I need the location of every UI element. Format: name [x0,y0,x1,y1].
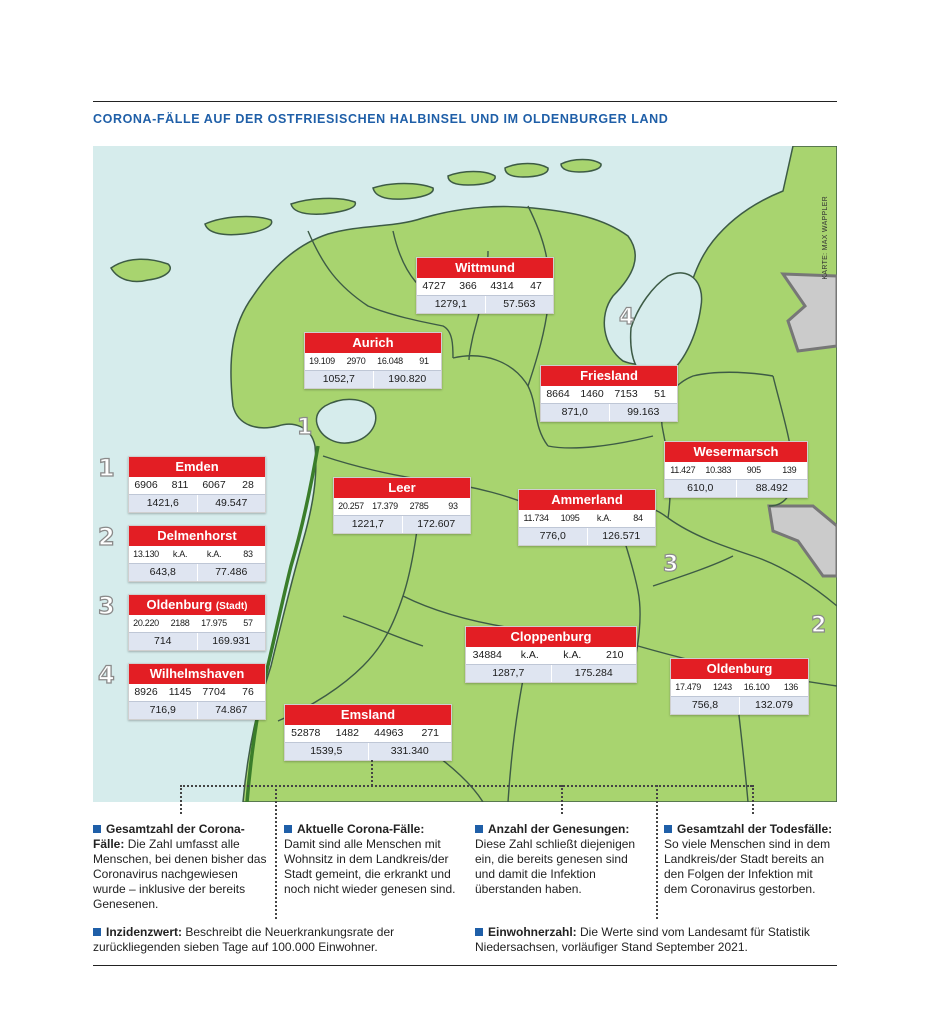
deaths: 271 [421,727,440,739]
region-box-aurich [304,332,442,389]
deaths: 47 [530,280,542,292]
city-number-4: 4 [98,661,115,689]
city-name: Delmenhorst [129,526,265,546]
region-name: Friesland [541,366,677,386]
deaths: 57 [243,618,253,628]
city-number-2: 2 [98,523,115,551]
recovered: 17.975 [201,618,227,628]
leader-deaths [656,785,658,919]
incidence: 1221,7 [334,516,403,533]
recovered: k.A. [596,513,612,523]
leader-total-up [371,760,373,786]
recovered: 44963 [374,727,404,739]
city-box-oldenburg-stadt [128,594,266,651]
active-cases: 2970 [346,356,366,366]
region-box-wesermarsch [664,441,808,498]
leader-total [180,785,182,814]
region-name: Oldenburg [671,659,808,679]
total-cases: 17.479 [675,682,701,692]
city-name: Wilhelmshaven [129,664,265,684]
total-cases: 34884 [472,649,502,661]
recovered: 7704 [202,686,226,698]
active-cases: 10.383 [705,465,732,475]
legend-bullet [93,825,101,833]
deaths: 139 [782,465,797,475]
deaths: 136 [783,682,798,692]
legend-deaths: Gesamtzahl der Todesfälle: So viele Menschen sind in dem Landkreis/der Stadt bereits an den Folgen der Infektion mit dem Coronavirus gestorben. [664,822,833,896]
total-cases: 20.257 [338,501,364,511]
deaths: 76 [242,686,254,698]
active-cases: 17.379 [372,501,398,511]
active-cases: k.A. [520,649,539,661]
population: 172.607 [417,518,456,530]
region-box-emsland [284,704,452,761]
population: 190.820 [388,373,427,385]
active-cases: 1482 [335,727,359,739]
recovered: 4314 [490,280,514,292]
population: 99.163 [627,406,660,418]
city-number-1: 1 [98,454,115,482]
deaths: 91 [419,356,429,366]
legend-population: Einwohnerzahl: Die Werte sind vom Landesamt für Statistik Niedersachsen, vorläufiger Stand September 2021. [475,925,810,954]
population: 331.340 [390,745,429,757]
leader-h [180,785,752,787]
recovered: 905 [746,465,761,475]
leader-deaths-2 [752,785,754,814]
incidence: 871,0 [541,404,610,421]
deaths: 51 [654,388,666,400]
incidence: 1421,6 [129,495,198,512]
population: 88.492 [755,482,788,494]
city-name: Oldenburg (Stadt) [129,595,265,615]
recovered: 2785 [409,501,429,511]
deaths: 93 [448,501,458,511]
incidence: 1287,7 [466,665,552,682]
active-cases: 811 [171,479,189,491]
active-cases: 1145 [168,686,192,698]
deaths: 210 [605,649,624,661]
incidence: 1279,1 [417,296,486,313]
population: 77.486 [215,566,248,578]
legend-bullet [475,825,483,833]
legend-active-cases: Aktuelle Corona-Fälle: Damit sind alle Menschen mit Wohnsitz in dem Landkreis/der Stadt gemeint, die erkrankt und noch nicht wieder genesen sind. [284,822,456,896]
active-cases: 1243 [712,682,732,692]
region-name: Leer [334,478,470,498]
region-name: Ammerland [519,490,655,510]
active-cases: 2188 [170,618,190,628]
total-cases: 6906 [134,479,158,491]
total-cases: 8664 [546,388,570,400]
region-box-leer [333,477,471,534]
total-cases: 13.130 [133,549,159,559]
region-box-friesland [540,365,678,422]
legend-recovered: Anzahl der Genesungen: Diese Zahl schließt diejenigen ein, die bereits genesen sind und damit die Infektion überstanden haben. [475,822,636,896]
region-box-cloppenburg [465,626,637,683]
incidence: 776,0 [519,528,588,545]
recovered: k.A. [206,549,222,559]
legend-bullet [475,928,483,936]
legend-bullet [664,825,672,833]
incidence: 716,9 [129,702,198,719]
incidence: 756,8 [671,697,740,714]
active-cases: 1460 [580,388,604,400]
region-name: Aurich [305,333,441,353]
incidence: 643,8 [129,564,198,581]
population: 169.931 [212,635,251,647]
population: 57.563 [503,298,536,310]
city-box-delmenhorst [128,525,266,582]
map-title: CORONA-FÄLLE AUF DER OSTFRIESISCHEN HALBINSEL UND IM OLDENBURGER LAND [93,112,669,126]
legend-bullet [93,928,101,936]
population: 175.284 [574,667,613,679]
legend-bullet [284,825,292,833]
total-cases: 11.427 [670,465,696,475]
incidence: 610,0 [665,480,737,497]
city-box-wilhelmshaven [128,663,266,720]
map-credit: KARTE: MAX WAPPLER [822,196,829,280]
population: 132.079 [755,699,793,711]
total-cases: 11.734 [523,513,549,523]
region-name: Wittmund [417,258,553,278]
map-marker-2: 2 [811,613,827,638]
recovered: 16.048 [377,356,403,366]
total-cases: 8926 [134,686,158,698]
active-cases: 366 [459,280,477,292]
recovered: k.A. [563,649,582,661]
map-marker-4: 4 [619,305,635,330]
region-box-ammerland [518,489,656,546]
legend-incidence: Inzidenzwert: Beschreibt die Neuerkrankungsrate der zurückliegenden sieben Tage auf 100.000 Einwohner. [93,925,395,954]
map-marker-3: 3 [663,552,679,577]
deaths: 83 [243,549,253,559]
city-number-3: 3 [98,592,115,620]
city-name: Emden [129,457,265,477]
total-cases: 4727 [422,280,446,292]
recovered: 7153 [614,388,638,400]
total-cases: 19.109 [309,356,335,366]
leader-active [275,785,277,919]
region-name: Cloppenburg [466,627,636,647]
region-box-oldenburg [670,658,809,715]
total-cases: 52878 [291,727,321,739]
deaths: 84 [633,513,643,523]
bottom-rule [93,965,837,966]
deaths: 28 [242,479,254,491]
region-name: Wesermarsch [665,442,807,462]
incidence: 1052,7 [305,371,374,388]
region-name: Emsland [285,705,451,725]
population: 126.571 [602,530,641,542]
population: 49.547 [215,497,248,509]
total-cases: 20.220 [133,618,159,628]
top-rule [93,101,837,102]
recovered: 6067 [202,479,226,491]
region-box-wittmund [416,257,554,314]
leader-recovered [561,785,563,814]
legend-total-cases: Gesamtzahl der Corona-Fälle: Die Zahl umfasst alle Menschen, bei denen bisher das Coronavirus nachgewiesen wurde – inklusive der bereits Genesenen. [93,822,267,911]
city-box-emden [128,456,266,513]
population: 74.867 [215,704,248,716]
active-cases: 1095 [560,513,580,523]
incidence: 714 [129,633,198,650]
map-marker-1: 1 [297,415,313,440]
active-cases: k.A. [172,549,188,559]
incidence: 1539,5 [285,743,369,760]
recovered: 16.100 [743,682,770,692]
